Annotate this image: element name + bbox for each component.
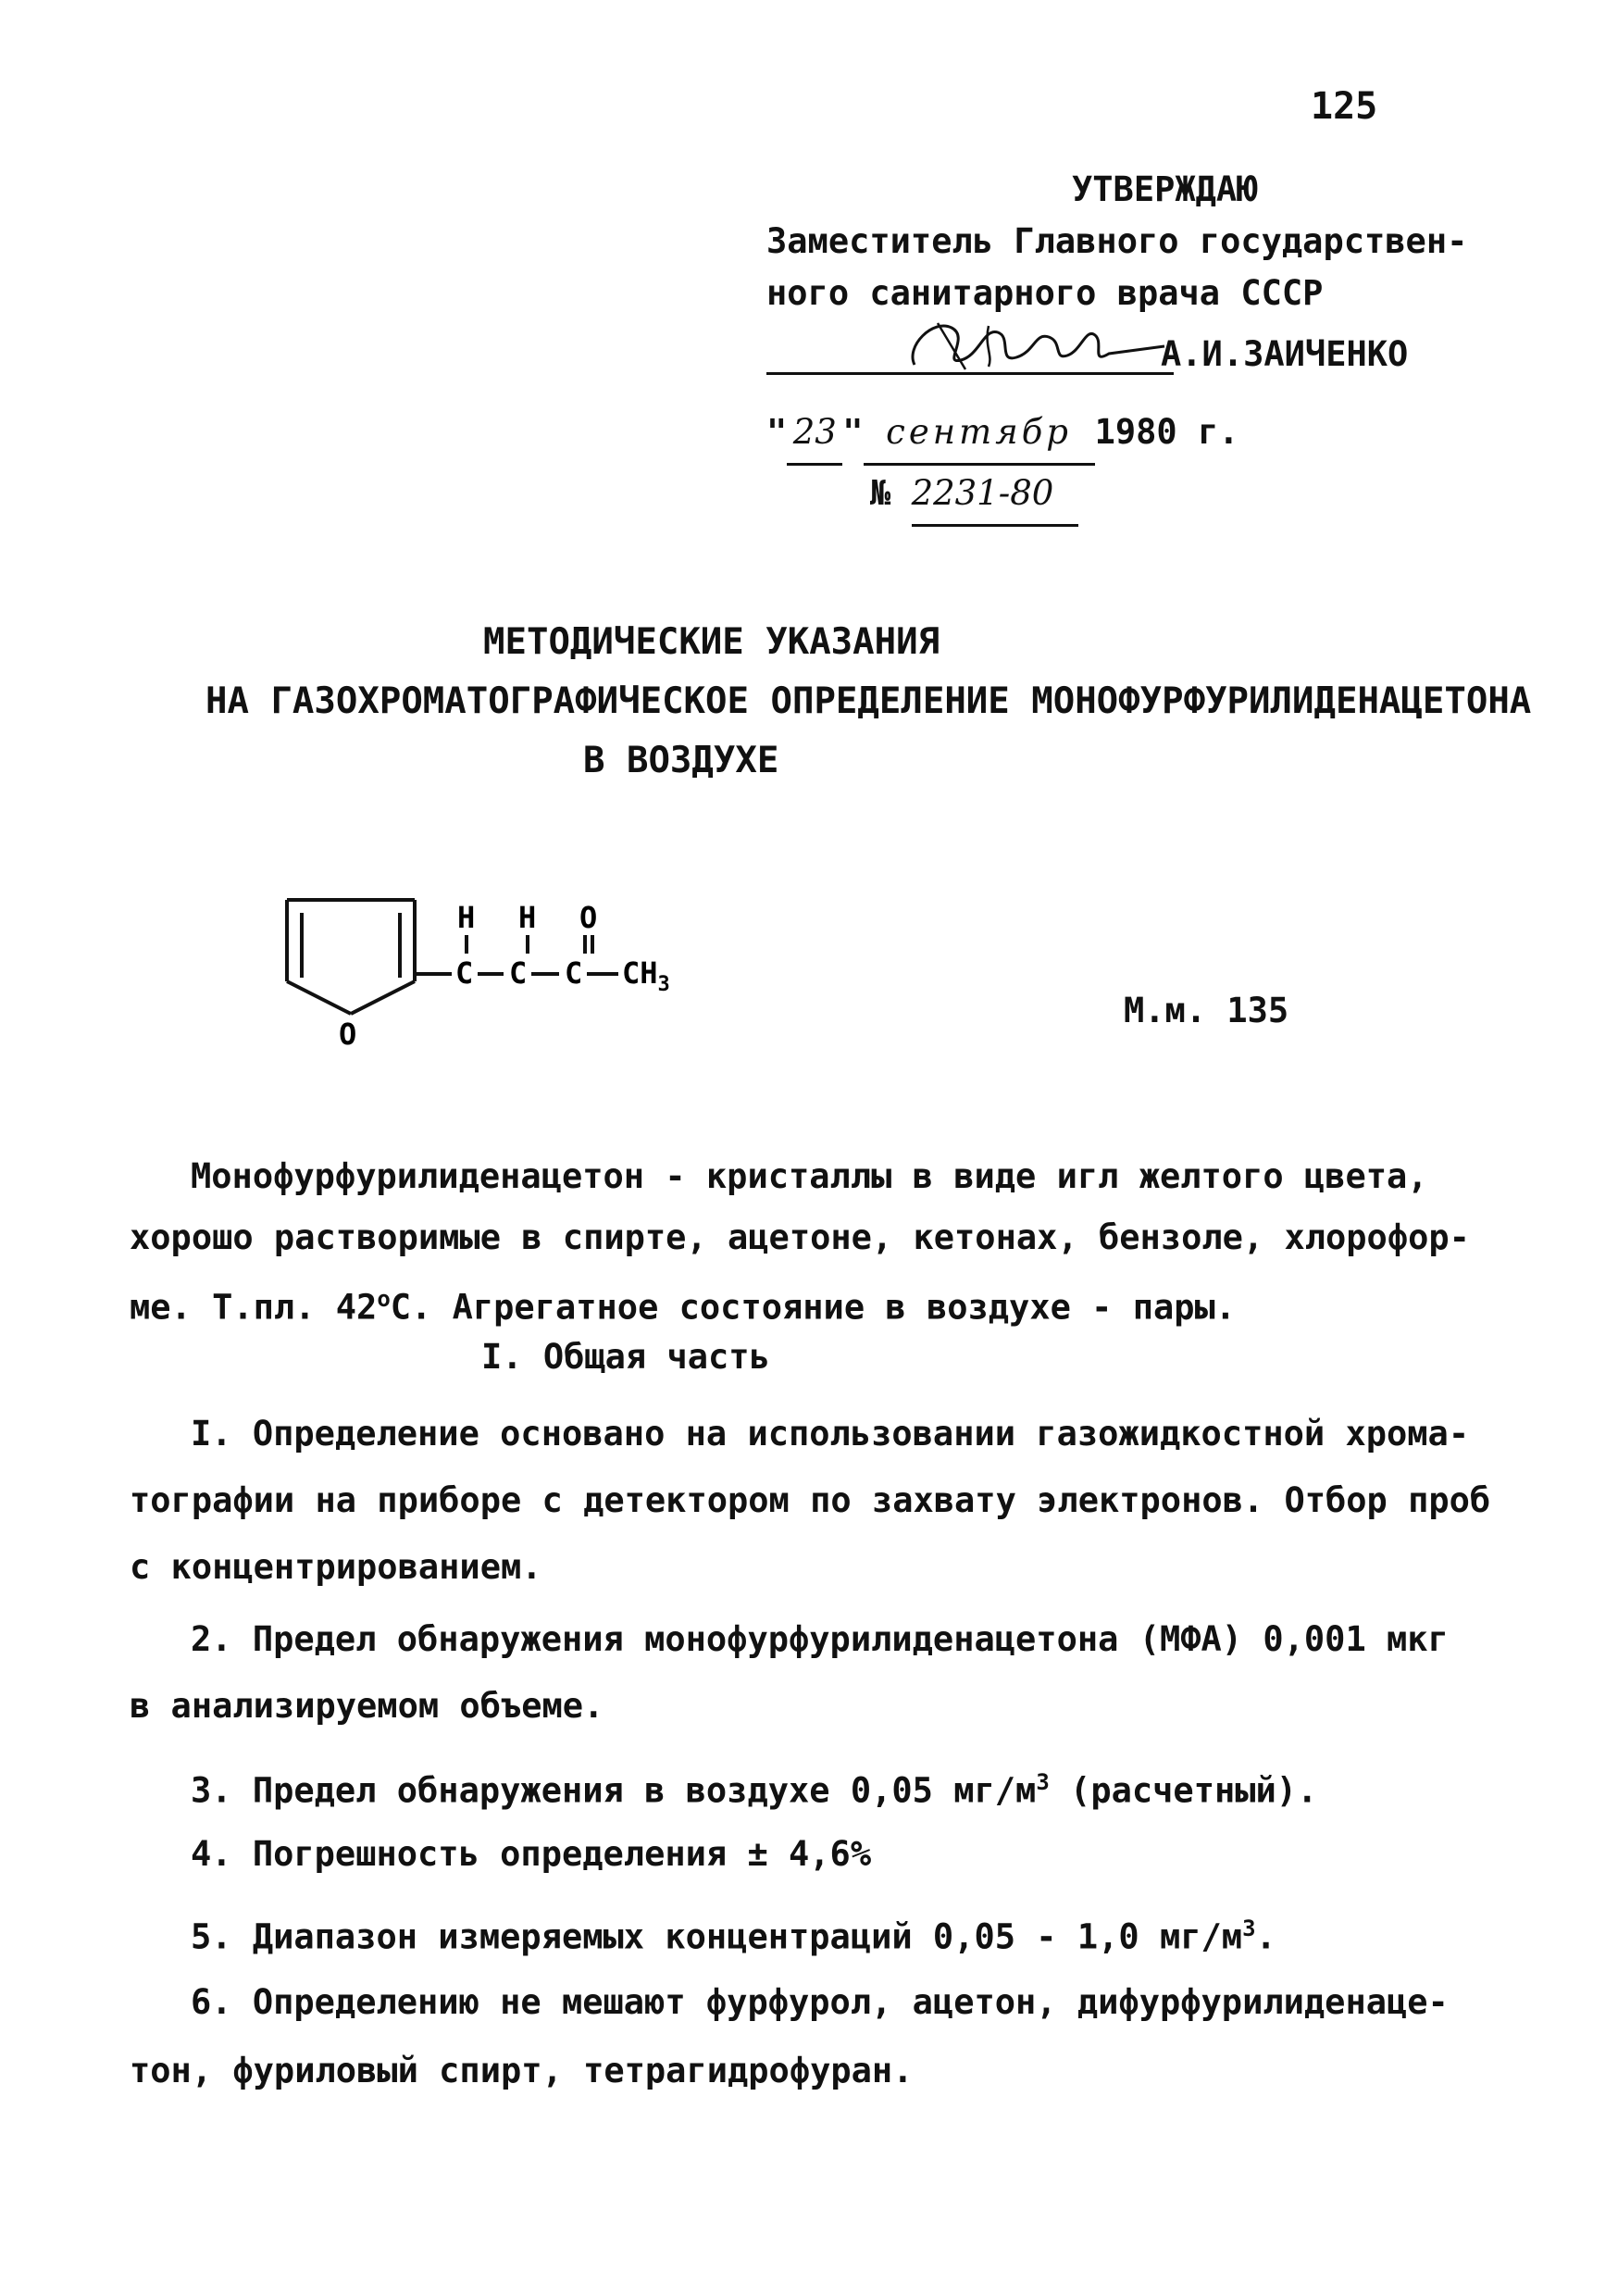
signature-row — [766, 324, 1562, 389]
item1-line2: тографии на приборе с детектором по захвату электронов. Отбор проб — [130, 1480, 1491, 1520]
description-line2: хорошо растворимые в спирте, ацетоне, кетонах, бензоле, хлорофор- — [130, 1217, 1470, 1257]
methyl-subscript: 3 — [657, 973, 670, 996]
date-day: 23 — [787, 402, 842, 466]
ring-oxygen: O — [339, 1017, 357, 1052]
title-line2: НА ГАЗОХРОМАТОГРАФИЧЕСКОЕ ОПРЕДЕЛЕНИЕ МОНОФУРФУРИЛИДЕНАЦЕТОНА — [205, 680, 1532, 722]
item1-line3: с концентрированием. — [130, 1547, 542, 1587]
description-line3-post: С. Агрегатное состояние в воздухе - пары. — [390, 1287, 1237, 1328]
handwritten-signature — [896, 309, 1174, 383]
atom-h2: H — [518, 900, 537, 935]
furan-ring — [287, 900, 415, 1014]
number-value: 2231-80 — [912, 463, 1078, 527]
item5-post: . — [1255, 1916, 1276, 1957]
section-heading: I. Общая часть — [481, 1337, 770, 1377]
description-line1: Монофурфурилиденацетон - кристаллы в виде игл желтого цвета, — [191, 1156, 1428, 1196]
number-prefix: № — [870, 473, 891, 513]
item6-line2: тон, фуриловый спирт, тетрагидрофуран. — [130, 2051, 914, 2090]
item4: 4. Погрешность определения ± 4,6% — [191, 1834, 872, 1874]
approval-position-line2: ного санитарного врача СССР — [766, 273, 1324, 313]
page-number: 125 — [1311, 85, 1378, 128]
degree-sup: о — [377, 1286, 391, 1312]
title-line1: МЕТОДИЧЕСКИЕ УКАЗАНИЯ — [483, 621, 940, 663]
approval-title: УТВЕРЖДАЮ — [1072, 169, 1258, 209]
atom-o-carbonyl: O — [579, 900, 598, 935]
atom-c3: C — [565, 955, 583, 991]
date-year: 1980 г. — [1094, 412, 1239, 452]
item3-post: (расчетный). — [1049, 1770, 1318, 1811]
item2-line2: в анализируемом объеме. — [130, 1686, 604, 1726]
item3-pre: 3. Предел обнаружения в воздухе 0,05 мг/м — [191, 1770, 1037, 1811]
signatory-name: А.И.ЗАИЧЕНКО — [1161, 334, 1409, 374]
description-line3-pre: ме. Т.пл. 42 — [130, 1287, 378, 1328]
item3 — [191, 1752, 1317, 1821]
structural-formula — [276, 889, 757, 1055]
atom-c2: C — [509, 955, 528, 991]
atom-c1: C — [455, 955, 474, 991]
registration-number — [870, 463, 1078, 527]
methyl-ch: CH — [622, 955, 658, 991]
item2-line1: 2. Предел обнаружения монофурфурилиденацетона (МФА) 0,001 мкг — [191, 1619, 1449, 1659]
date-open-quote: " — [766, 412, 788, 452]
date-close-quote: " — [842, 412, 864, 452]
item6-line1: 6. Определению не мешают фурфурол, ацетон, дифурфурилиденаце- — [191, 1982, 1449, 2022]
approval-date — [766, 402, 1239, 466]
methyl-group — [622, 955, 670, 996]
molecular-mass: М.м. 135 — [1124, 991, 1289, 1030]
item5-sup: 3 — [1242, 1915, 1256, 1941]
item5 — [191, 1898, 1276, 1967]
item1-line1: I. Определение основано на использовании газожидкостной хрома- — [191, 1414, 1470, 1454]
approval-position-line1: Заместитель Главного государствен- — [766, 221, 1468, 261]
item3-sup: 3 — [1036, 1769, 1050, 1795]
description-line3 — [130, 1268, 1236, 1338]
atom-h1: H — [457, 900, 476, 935]
item5-pre: 5. Диапазон измеряемых концентраций 0,05 - 1,0 мг/м — [191, 1916, 1243, 1957]
title-line3: В ВОЗДУХЕ — [583, 740, 779, 781]
date-month: сентябр — [864, 402, 1095, 466]
